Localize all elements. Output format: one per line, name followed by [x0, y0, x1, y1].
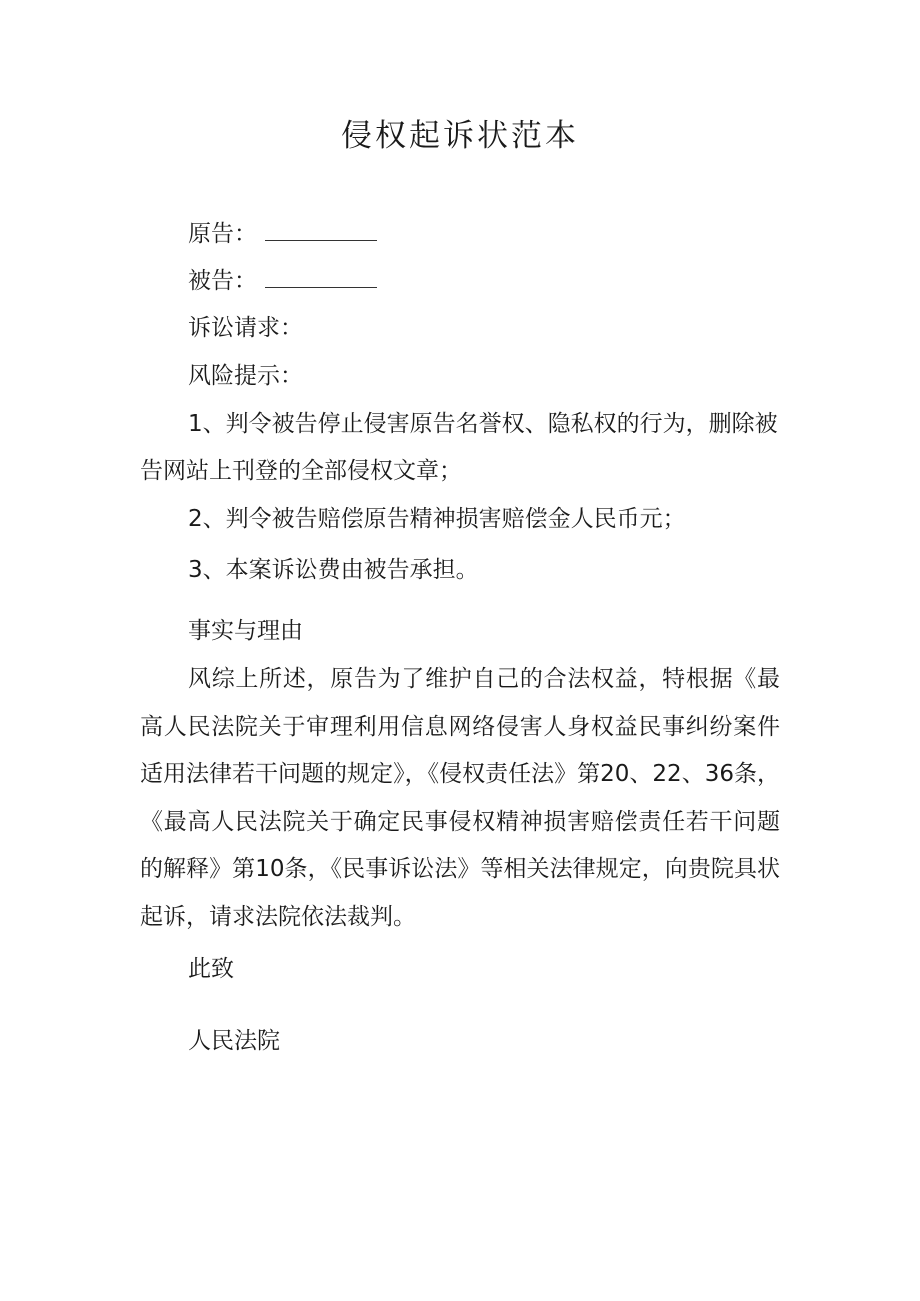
plaintiff-row: [188, 218, 377, 250]
document-title: 侵权起诉状范本: [341, 118, 579, 154]
court-name: 人民法院: [188, 1028, 280, 1054]
defendant-blank-line: [265, 267, 377, 288]
facts-body: 风综上所述，原告为了维护自己的合法权益，特根据《最高人民法院关于审理利用信息网络侵害人身权益民事纠纷案件适用法律若干问题的规定》，《侵权责任法》第20、22、36条，《最高人民法院关于确定民事侵权精神损害赔偿责任若干问题的解释》第10条，《民事诉讼法》等相关法律规定，向贵院具状起诉，请求法院依法裁判。: [140, 666, 780, 930]
closing-text: 此致: [188, 956, 234, 982]
facts-heading: 事实与理由: [188, 618, 303, 644]
claims-heading: 诉讼请求：: [188, 315, 303, 341]
plaintiff-blank-line: [265, 220, 377, 241]
claim-2: 2、判令被告赔偿原告精神损害赔偿金人民币元；: [188, 506, 686, 532]
risk-heading: 风险提示：: [188, 363, 303, 389]
plaintiff-label: 原告：: [188, 221, 257, 247]
claim-3: 3、本案诉讼费由被告承担。: [188, 557, 479, 583]
claim-1-line-1: 1、判令被告停止侵害原告名誉权、隐私权的行为，删除被: [188, 411, 778, 437]
claim-1-line-2: 告网站上刊登的全部侵权文章；: [140, 458, 462, 484]
defendant-label: 被告：: [188, 268, 257, 294]
defendant-row: [188, 265, 377, 297]
